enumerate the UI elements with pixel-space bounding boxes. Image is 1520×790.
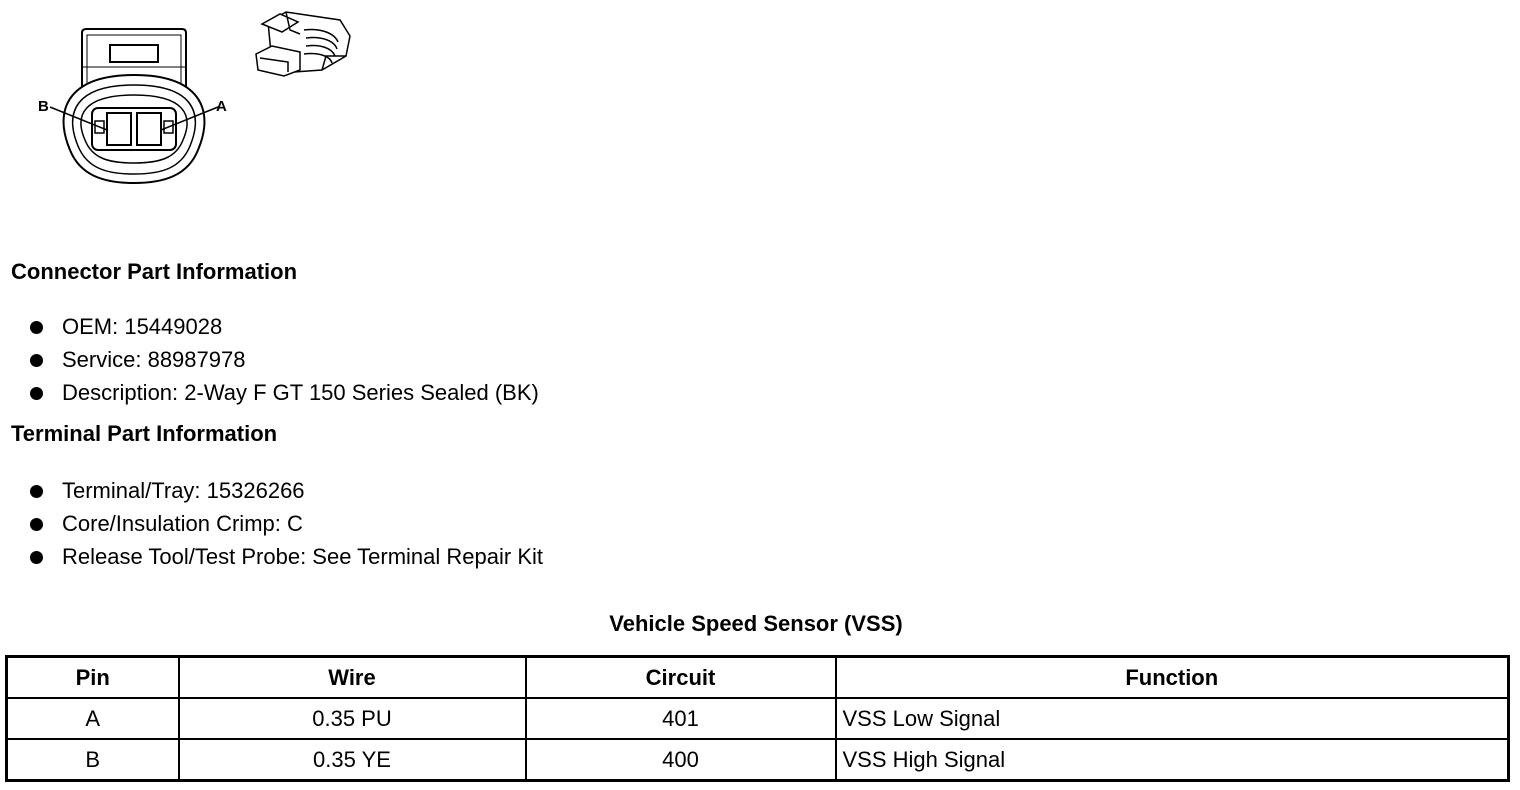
list-item-service: Service: 88987978 <box>28 346 539 379</box>
terminal-info-list <box>28 477 543 576</box>
connector-illustration <box>0 0 400 200</box>
header-function: Function <box>836 657 1509 699</box>
list-item-release-tool: Release Tool/Test Probe: See Terminal Repair Kit <box>28 543 543 576</box>
header-circuit: Circuit <box>526 657 836 699</box>
list-item-crimp: Core/Insulation Crimp: C <box>28 510 543 543</box>
list-item-oem: OEM: 15449028 <box>28 313 539 346</box>
cell-wire: 0.35 PU <box>179 698 526 739</box>
pin-label-a: A <box>216 98 227 115</box>
connector-info-list <box>28 313 539 412</box>
cell-circuit: 401 <box>526 698 836 739</box>
cell-function: VSS Low Signal <box>836 698 1509 739</box>
cell-pin: B <box>7 739 179 781</box>
header-pin: Pin <box>7 657 179 699</box>
list-item-description: Description: 2-Way F GT 150 Series Sealed (BK) <box>28 379 539 412</box>
table-header-row <box>7 657 1509 699</box>
pin-label-b: B <box>38 98 49 115</box>
terminal-info-heading: Terminal Part Information <box>11 421 278 446</box>
list-item-terminal-tray: Terminal/Tray: 15326266 <box>28 477 543 510</box>
pinout-table <box>5 655 1510 782</box>
table-row <box>7 698 1509 739</box>
table-caption: Vehicle Speed Sensor (VSS) <box>609 611 903 636</box>
cell-wire: 0.35 YE <box>179 739 526 781</box>
cell-pin: A <box>7 698 179 739</box>
cell-function: VSS High Signal <box>836 739 1509 781</box>
cell-circuit: 400 <box>526 739 836 781</box>
connector-info-heading: Connector Part Information <box>11 259 298 284</box>
connector-face-drawing <box>0 0 400 200</box>
connector-isometric-drawing <box>256 12 350 76</box>
table-row <box>7 739 1509 781</box>
header-wire: Wire <box>179 657 526 699</box>
